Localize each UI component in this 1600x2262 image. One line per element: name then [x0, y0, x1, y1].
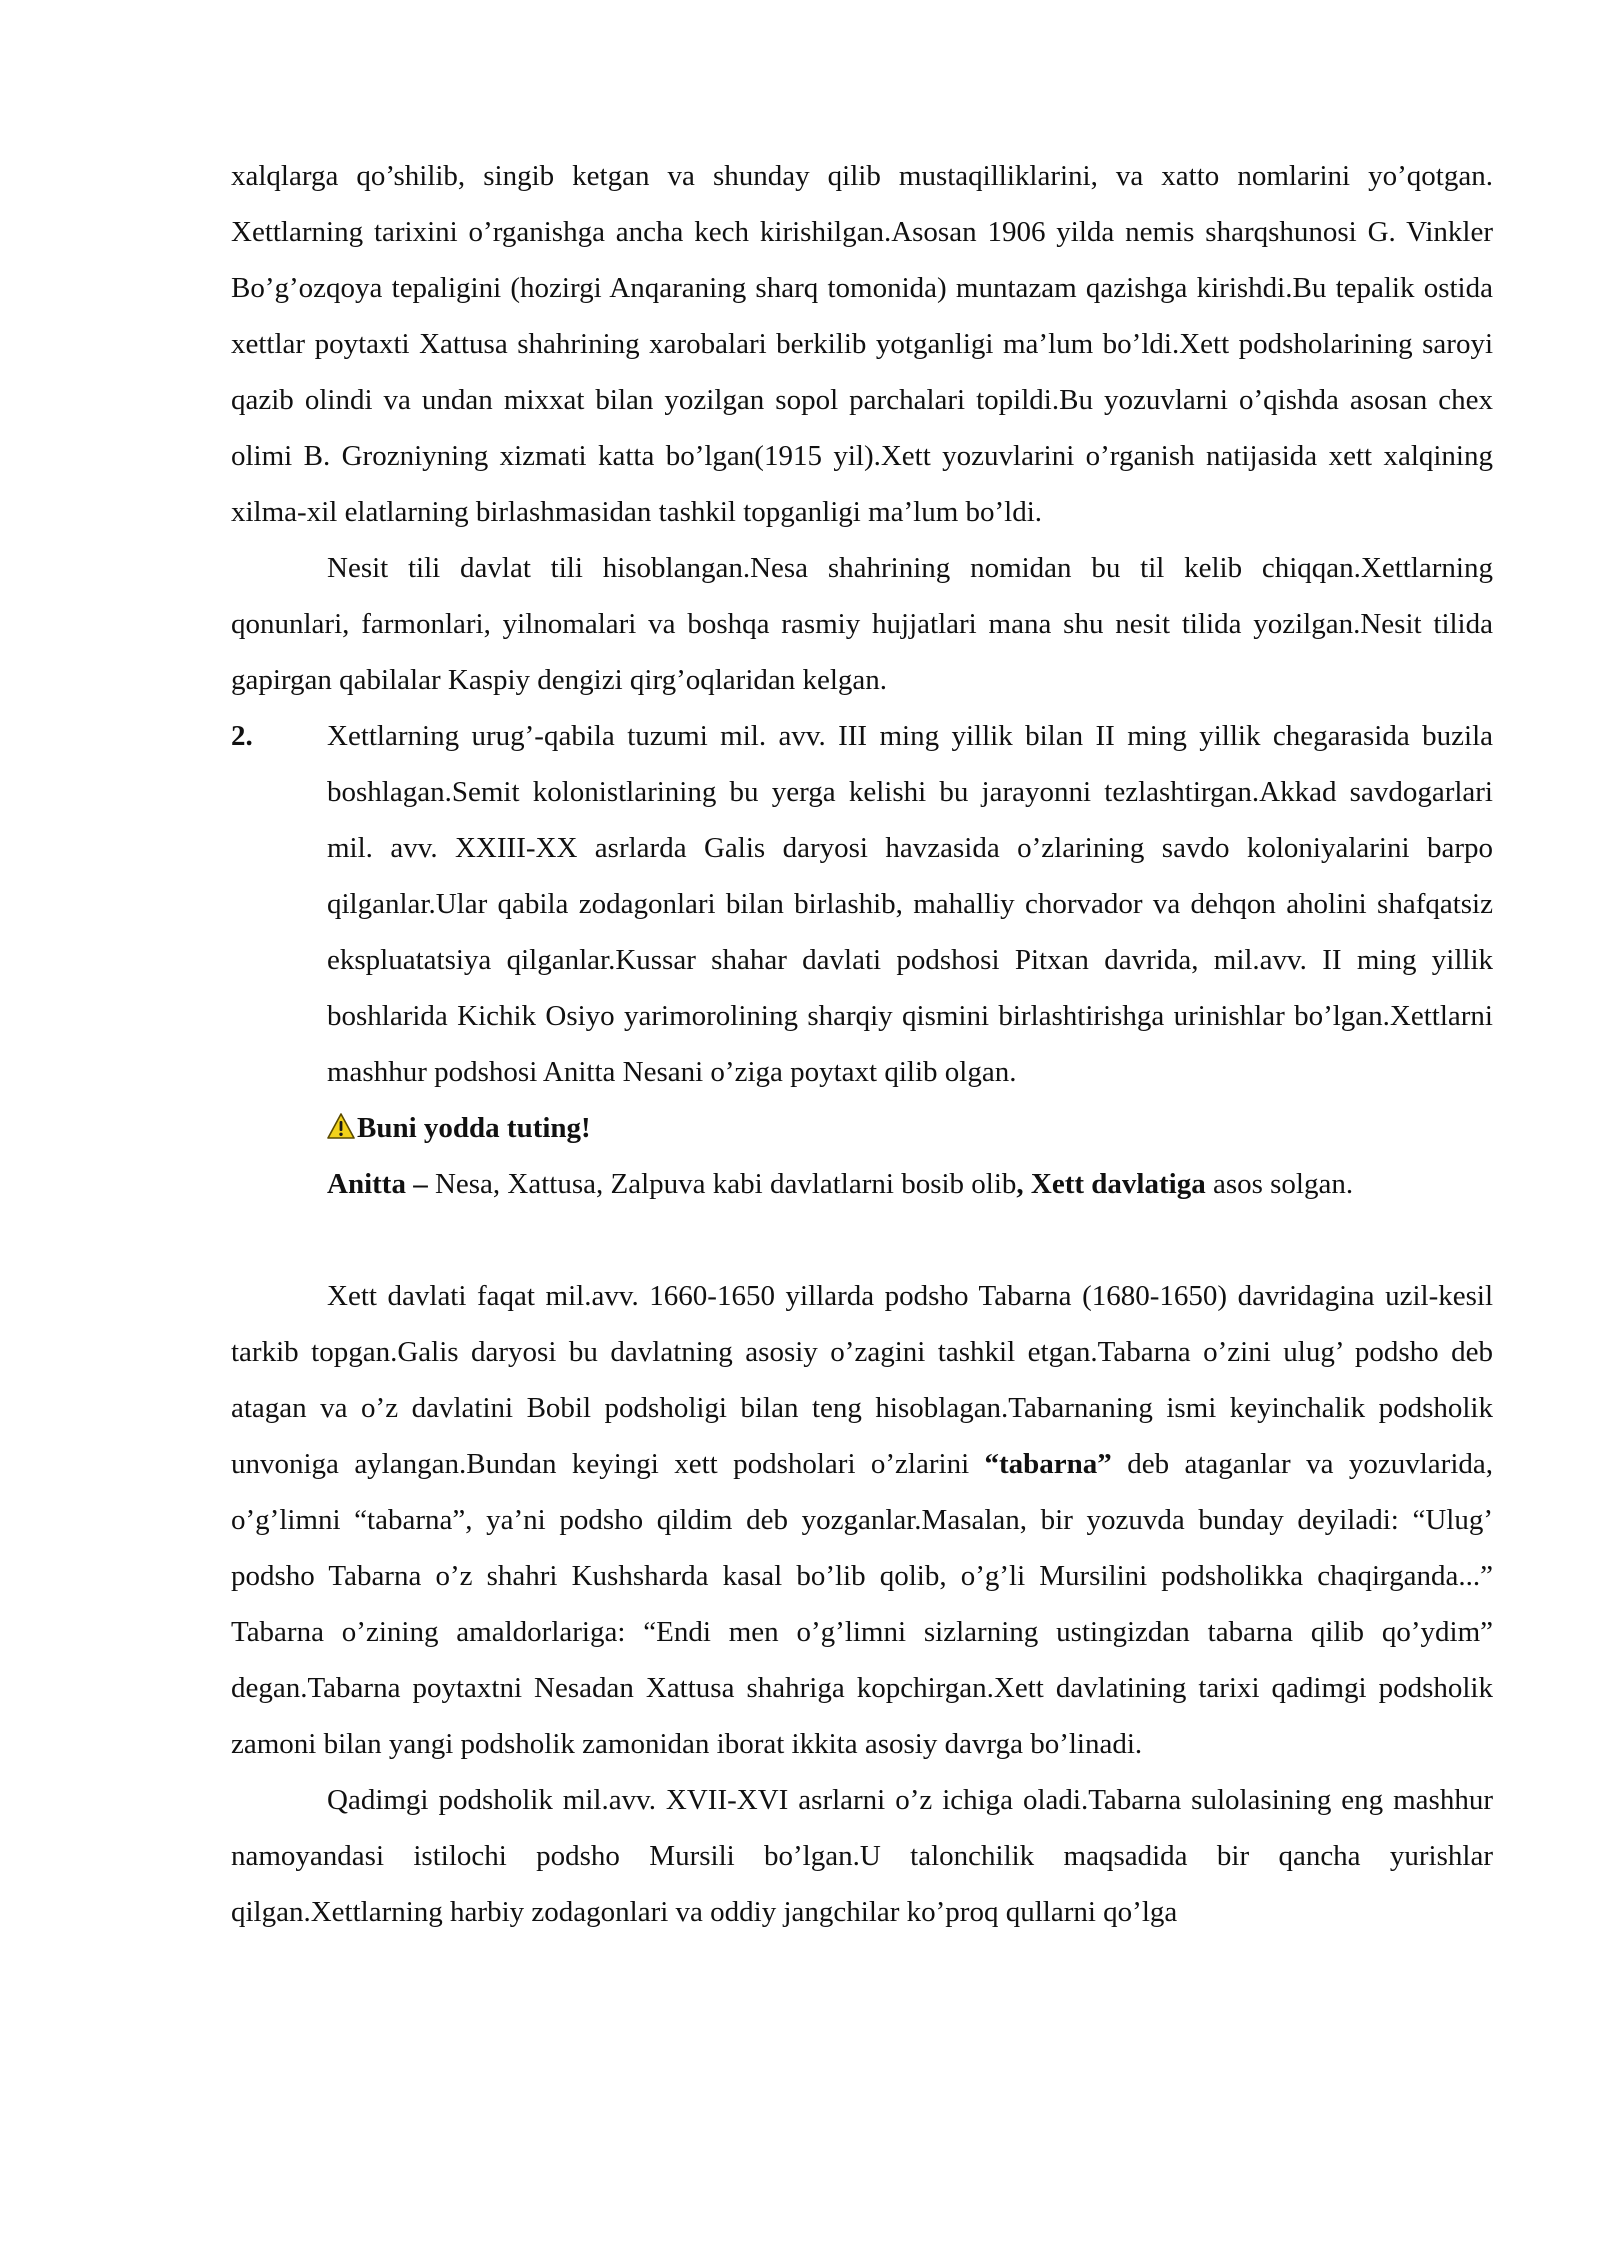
tabarna-bold-title: “tabarna” [984, 1448, 1112, 1480]
note-body [327, 1156, 1493, 1212]
note-bold-state: , Xett davlatiga [1016, 1168, 1206, 1200]
paragraph-nesit-language: Nesit tili davlat tili hisoblangan.Nesa shahrining nomidan bu til kelib chiqqan.Xettlarning qonunlari, farmonlari, yilnomalari va boshqa rasmiy hujjatlari mana shu nesit tilida yozilgan.Nesit tilida gapirgan qabilalar Kaspiy dengizi qirg’oqlaridan kelgan. [231, 552, 1493, 696]
paragraph-old-kingdom: Qadimgi podsholik mil.avv. XVII-XVI asrlarni o’z ichiga oladi.Tabarna sulolasining eng mashhur namoyandasi istilochi podsho Mursili bo’lgan.U talonchilik maqsadida bir qancha yurishlar qilgan.Xettlarning harbiy zodagonlari va oddiy jangchilar ko’proq qullarni qo’lga [231, 1784, 1493, 1928]
section-2 [231, 708, 1493, 1100]
note-name: Anitta [327, 1168, 406, 1200]
note-heading-row [327, 1100, 1493, 1156]
note-text-3: asos solgan. [1205, 1168, 1354, 1200]
document-page [231, 148, 1493, 1940]
section-2-text: Xettlarning urug’-qabila tuzumi mil. avv. III ming yillik bilan II ming yillik chegarasida buzila boshlagan.Semit kolonistlarining bu yerga kelishi bu jarayonni tezlashtirgan.Akkad savdogarlari mil. avv. XXIII-XX asrlarda Galis daryosi havzasida o’zlarining savdo koloniyalarini barpo qilganlar.Ular qabila zodagonlari bilan birlashib, mahalliy chorvador va dehqon aholini shafqatsiz ekspluatatsiya qilganlar.Kussar shahar davlati podshosi Pitxan davrida, mil.avv. II ming yillik boshlarida Kichik Osiyo yarimorolining sharqiy qismini birlashtirishga urinishlar bo’lgan.Xettlarni mashhur podshosi Anitta Nesani o’ziga poytaxt qilib olgan. [327, 720, 1493, 1088]
remember-note [231, 1100, 1493, 1212]
warning-icon [327, 1112, 355, 1140]
section-number: 2. [231, 720, 253, 752]
tabarna-text-2: deb ataganlar va yozuvlarida, o’g’limni “tabarna”, ya’ni podsho qildim deb yozganlar.Masalan, bir yozuvda bunday deyiladi: “Ulug’ podsho Tabarna o’z shahri Kushsharda kasal bo’lib qolib, o’g’li Mursilini podsholikka chaqirganda...” Tabarna o’zining amaldorlariga: “Endi men o’g’limni sizlarning ustingizdan tabarna qilib qo’ydim” degan.Tabarna poytaxtni Nesadan Xattusa shahriga kopchirgan.Xett davlatining tarixi qadimgi podsholik zamoni bilan yangi podsholik zamonidan iborat ikkita asosiy davrga bo’linadi. [231, 1448, 1493, 1760]
paragraph-tabarna [231, 1268, 1493, 1772]
paragraph-xett-history-intro: xalqlarga qo’shilib, singib ketgan va shunday qilib mustaqilliklarini, va xatto nomlarini yo’qotgan. Xettlarning tarixini o’rganishga ancha kech kirishilgan.Asosan 1906 yilda nemis sharqshunosi G. Vinkler Bo’g’ozqoya tepaligini (hozirgi Anqaraning sharq tomonida) muntazam qazishga kirishdi.Bu tepalik ostida xettlar poytaxti Xattusa shahrining xarobalari berkilib yotganligi ma’lum bo’ldi.Xett podsholarining saroyi qazib olindi va undan mixxat bilan yozilgan sopol parchalari topildi.Bu yozuvlarni o’qishda asosan chex olimi B. Grozniyning xizmati katta bo’lgan(1915 yil).Xett yozuvlarini o’rganish natijasida xett xalqining xilma-xil elatlarning birlashmasidan tashkil topganligi ma’lum bo’ldi. [231, 160, 1493, 528]
blank-line [231, 1212, 1493, 1268]
note-dash: – [405, 1168, 435, 1200]
note-heading: Buni yodda tuting! [357, 1112, 591, 1144]
tabarna-text-1: Xett davlati faqat mil.avv. 1660-1650 yillarda podsho Tabarna (1680-1650) davridagina uzil-kesil tarkib topgan.Galis daryosi bu davlatning asosiy o’zagini tashkil etgan.Tabarna o’zini ulug’ podsho deb atagan va o’z davlatini Bobil podsholigi bilan teng hisoblagan.Tabarnaning ismi keyinchalik podsholik unvoniga aylangan.Bundan keyingi xett podsholari o’zlarini [231, 1280, 1493, 1480]
note-text-1: Nesa, Xattusa, Zalpuva kabi davlatlarni bosib olib [434, 1168, 1017, 1200]
